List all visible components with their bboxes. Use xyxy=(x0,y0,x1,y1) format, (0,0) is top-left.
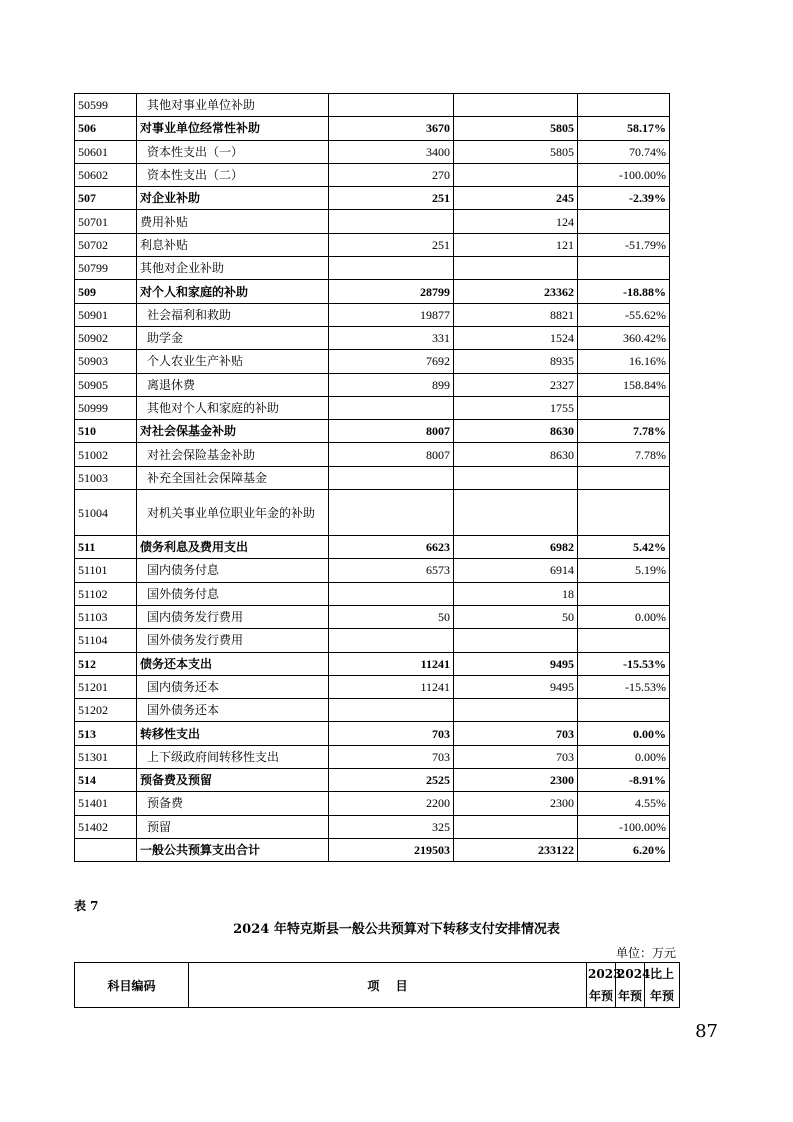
row-change-pct: 0.00% xyxy=(578,605,670,628)
row-value-2024: 233122 xyxy=(454,838,578,861)
row-name: 资本性支出（一） xyxy=(137,140,329,163)
row-change-pct: 7.78% xyxy=(578,420,670,443)
row-value-2024: 1524 xyxy=(454,326,578,349)
row-value-2023: 6573 xyxy=(329,559,454,582)
table-row xyxy=(75,652,670,675)
row-value-2023: 3670 xyxy=(329,117,454,140)
table-row xyxy=(75,373,670,396)
row-code: 50905 xyxy=(75,373,137,396)
row-value-2024: 6914 xyxy=(454,559,578,582)
row-name: 对社会保基金补助 xyxy=(137,420,329,443)
row-name: 上下级政府间转移性支出 xyxy=(137,745,329,768)
table-row xyxy=(75,490,670,536)
row-name: 对社会保险基金补助 xyxy=(137,443,329,466)
row-value-2023: 6623 xyxy=(329,536,454,559)
row-value-2024: 6982 xyxy=(454,536,578,559)
row-code: 50901 xyxy=(75,303,137,326)
row-code: 511 xyxy=(75,536,137,559)
table-row xyxy=(75,838,670,861)
row-name: 对个人和家庭的补助 xyxy=(137,280,329,303)
row-value-2024: 124 xyxy=(454,210,578,233)
header-code: 科目编码 xyxy=(75,963,189,1008)
table-row xyxy=(75,163,670,186)
row-value-2023 xyxy=(329,629,454,652)
row-value-2024: 2300 xyxy=(454,769,578,792)
row-value-2023: 8007 xyxy=(329,443,454,466)
row-name: 助学金 xyxy=(137,326,329,349)
row-code: 50601 xyxy=(75,140,137,163)
row-value-2023: 19877 xyxy=(329,303,454,326)
table-row xyxy=(75,605,670,628)
row-code: 50701 xyxy=(75,210,137,233)
table-row xyxy=(75,140,670,163)
expenditure-table xyxy=(74,93,670,862)
row-value-2023: 3400 xyxy=(329,140,454,163)
table-row xyxy=(75,815,670,838)
row-value-2023: 251 xyxy=(329,233,454,256)
row-value-2024: 703 xyxy=(454,722,578,745)
row-change-pct: -100.00% xyxy=(578,163,670,186)
row-value-2023 xyxy=(329,94,454,117)
header-change: 比上年预 xyxy=(645,963,680,1008)
row-code: 51103 xyxy=(75,605,137,628)
row-code: 51401 xyxy=(75,792,137,815)
row-name: 国内债务还本 xyxy=(137,675,329,698)
row-value-2023 xyxy=(329,257,454,280)
row-change-pct: -8.91% xyxy=(578,769,670,792)
table-row xyxy=(75,280,670,303)
row-code: 50799 xyxy=(75,257,137,280)
row-change-pct: 5.19% xyxy=(578,559,670,582)
row-value-2023: 11241 xyxy=(329,652,454,675)
row-value-2023 xyxy=(329,396,454,419)
table-row xyxy=(75,629,670,652)
row-name: 资本性支出（二） xyxy=(137,163,329,186)
row-code: 50602 xyxy=(75,163,137,186)
table-row xyxy=(75,420,670,443)
row-value-2024: 121 xyxy=(454,233,578,256)
row-value-2024: 9495 xyxy=(454,675,578,698)
row-value-2023: 331 xyxy=(329,326,454,349)
row-name: 债务利息及费用支出 xyxy=(137,536,329,559)
row-name: 国内债务发行费用 xyxy=(137,605,329,628)
row-code: 51002 xyxy=(75,443,137,466)
row-value-2023: 219503 xyxy=(329,838,454,861)
row-change-pct: 0.00% xyxy=(578,745,670,768)
row-value-2023: 325 xyxy=(329,815,454,838)
row-value-2023 xyxy=(329,210,454,233)
table-title: 2024 年特克斯县一般公共预算对下转移支付安排情况表 xyxy=(233,922,560,937)
row-name: 预留 xyxy=(137,815,329,838)
row-name: 对事业单位经常性补助 xyxy=(137,117,329,140)
table-row xyxy=(75,187,670,210)
row-change-pct: 70.74% xyxy=(578,140,670,163)
row-name: 对机关事业单位职业年金的补助 xyxy=(137,490,329,536)
row-code: 51004 xyxy=(75,490,137,536)
row-value-2023: 899 xyxy=(329,373,454,396)
row-code: 510 xyxy=(75,420,137,443)
row-value-2024 xyxy=(454,490,578,536)
row-value-2024 xyxy=(454,163,578,186)
row-code: 51202 xyxy=(75,699,137,722)
row-name: 预备费及预留 xyxy=(137,769,329,792)
row-value-2023: 270 xyxy=(329,163,454,186)
table-row xyxy=(75,722,670,745)
row-value-2024: 245 xyxy=(454,187,578,210)
row-code: 50702 xyxy=(75,233,137,256)
table-row xyxy=(75,326,670,349)
table-row xyxy=(75,117,670,140)
table-tag: 表 7 xyxy=(74,899,99,913)
row-code: 51301 xyxy=(75,745,137,768)
row-change-pct: 360.42% xyxy=(578,326,670,349)
table-row xyxy=(75,769,670,792)
row-code: 506 xyxy=(75,117,137,140)
table-row xyxy=(75,94,670,117)
row-value-2024: 8821 xyxy=(454,303,578,326)
row-code xyxy=(75,838,137,861)
row-change-pct xyxy=(578,466,670,489)
transfer-table-header xyxy=(74,962,680,1008)
row-code: 51201 xyxy=(75,675,137,698)
table-row xyxy=(75,396,670,419)
header-row xyxy=(75,963,680,1008)
row-change-pct xyxy=(578,699,670,722)
row-change-pct xyxy=(578,210,670,233)
row-value-2024 xyxy=(454,629,578,652)
row-value-2023: 703 xyxy=(329,745,454,768)
row-value-2024 xyxy=(454,257,578,280)
table-row xyxy=(75,559,670,582)
table-row xyxy=(75,792,670,815)
row-code: 513 xyxy=(75,722,137,745)
row-value-2024: 18 xyxy=(454,582,578,605)
row-value-2024: 8630 xyxy=(454,443,578,466)
row-code: 50999 xyxy=(75,396,137,419)
row-value-2023: 2525 xyxy=(329,769,454,792)
row-value-2023: 703 xyxy=(329,722,454,745)
row-name: 国内债务付息 xyxy=(137,559,329,582)
row-change-pct: 5.42% xyxy=(578,536,670,559)
row-code: 51104 xyxy=(75,629,137,652)
expenditure-table-body xyxy=(75,94,670,862)
table-row xyxy=(75,466,670,489)
row-value-2024: 2300 xyxy=(454,792,578,815)
row-change-pct: -2.39% xyxy=(578,187,670,210)
row-value-2023: 7692 xyxy=(329,350,454,373)
table-row xyxy=(75,303,670,326)
row-name: 国外债务付息 xyxy=(137,582,329,605)
row-name: 国外债务发行费用 xyxy=(137,629,329,652)
row-value-2023 xyxy=(329,699,454,722)
row-name: 补充全国社会保障基金 xyxy=(137,466,329,489)
row-value-2023: 28799 xyxy=(329,280,454,303)
row-value-2023: 11241 xyxy=(329,675,454,698)
row-value-2024: 5805 xyxy=(454,117,578,140)
row-value-2023 xyxy=(329,466,454,489)
row-code: 507 xyxy=(75,187,137,210)
table-row xyxy=(75,233,670,256)
row-change-pct: -15.53% xyxy=(578,675,670,698)
row-code: 51102 xyxy=(75,582,137,605)
row-value-2023: 50 xyxy=(329,605,454,628)
row-name: 对企业补助 xyxy=(137,187,329,210)
row-name: 费用补贴 xyxy=(137,210,329,233)
row-name: 其他对企业补助 xyxy=(137,257,329,280)
row-name: 预备费 xyxy=(137,792,329,815)
row-value-2023: 251 xyxy=(329,187,454,210)
row-change-pct: 7.78% xyxy=(578,443,670,466)
header-2024: 2024年预 xyxy=(616,963,645,1008)
row-change-pct: 58.17% xyxy=(578,117,670,140)
row-change-pct: -100.00% xyxy=(578,815,670,838)
row-name: 转移性支出 xyxy=(137,722,329,745)
row-value-2024: 9495 xyxy=(454,652,578,675)
row-value-2023 xyxy=(329,582,454,605)
row-value-2024: 8935 xyxy=(454,350,578,373)
row-code: 50903 xyxy=(75,350,137,373)
table-row xyxy=(75,675,670,698)
row-code: 50902 xyxy=(75,326,137,349)
row-code: 514 xyxy=(75,769,137,792)
row-code: 509 xyxy=(75,280,137,303)
row-change-pct: 6.20% xyxy=(578,838,670,861)
table-row xyxy=(75,257,670,280)
row-change-pct xyxy=(578,582,670,605)
row-change-pct: 4.55% xyxy=(578,792,670,815)
row-name: 国外债务还本 xyxy=(137,699,329,722)
table-row xyxy=(75,536,670,559)
row-value-2024: 1755 xyxy=(454,396,578,419)
page-number: 87 xyxy=(695,1021,718,1042)
row-code: 51003 xyxy=(75,466,137,489)
row-name: 社会福利和救助 xyxy=(137,303,329,326)
row-value-2024 xyxy=(454,815,578,838)
row-value-2024: 23362 xyxy=(454,280,578,303)
row-name: 利息补贴 xyxy=(137,233,329,256)
row-change-pct xyxy=(578,490,670,536)
row-value-2024: 8630 xyxy=(454,420,578,443)
row-value-2024: 703 xyxy=(454,745,578,768)
row-value-2024: 50 xyxy=(454,605,578,628)
table-row xyxy=(75,699,670,722)
row-name: 个人农业生产补贴 xyxy=(137,350,329,373)
row-name: 一般公共预算支出合计 xyxy=(137,838,329,861)
row-change-pct xyxy=(578,257,670,280)
unit-label: 单位：万元 xyxy=(615,946,676,960)
row-value-2024 xyxy=(454,699,578,722)
row-value-2024 xyxy=(454,94,578,117)
row-value-2023 xyxy=(329,490,454,536)
row-code: 50599 xyxy=(75,94,137,117)
row-change-pct: -55.62% xyxy=(578,303,670,326)
row-code: 512 xyxy=(75,652,137,675)
row-change-pct xyxy=(578,94,670,117)
row-name: 其他对事业单位补助 xyxy=(137,94,329,117)
row-code: 51402 xyxy=(75,815,137,838)
row-change-pct xyxy=(578,396,670,419)
row-value-2024: 5805 xyxy=(454,140,578,163)
row-change-pct: -18.88% xyxy=(578,280,670,303)
row-code: 51101 xyxy=(75,559,137,582)
row-name: 离退休费 xyxy=(137,373,329,396)
row-change-pct: 16.16% xyxy=(578,350,670,373)
row-value-2024: 2327 xyxy=(454,373,578,396)
row-change-pct: -51.79% xyxy=(578,233,670,256)
table-row xyxy=(75,582,670,605)
row-change-pct: -15.53% xyxy=(578,652,670,675)
table-row xyxy=(75,350,670,373)
row-name: 其他对个人和家庭的补助 xyxy=(137,396,329,419)
row-value-2023: 8007 xyxy=(329,420,454,443)
row-change-pct xyxy=(578,629,670,652)
table-row xyxy=(75,443,670,466)
row-value-2023: 2200 xyxy=(329,792,454,815)
header-2023: 2023年预 xyxy=(587,963,616,1008)
table-row xyxy=(75,210,670,233)
row-change-pct: 0.00% xyxy=(578,722,670,745)
header-item: 项 目 xyxy=(189,963,587,1008)
row-change-pct: 158.84% xyxy=(578,373,670,396)
row-name: 债务还本支出 xyxy=(137,652,329,675)
row-value-2024 xyxy=(454,466,578,489)
table-row xyxy=(75,745,670,768)
